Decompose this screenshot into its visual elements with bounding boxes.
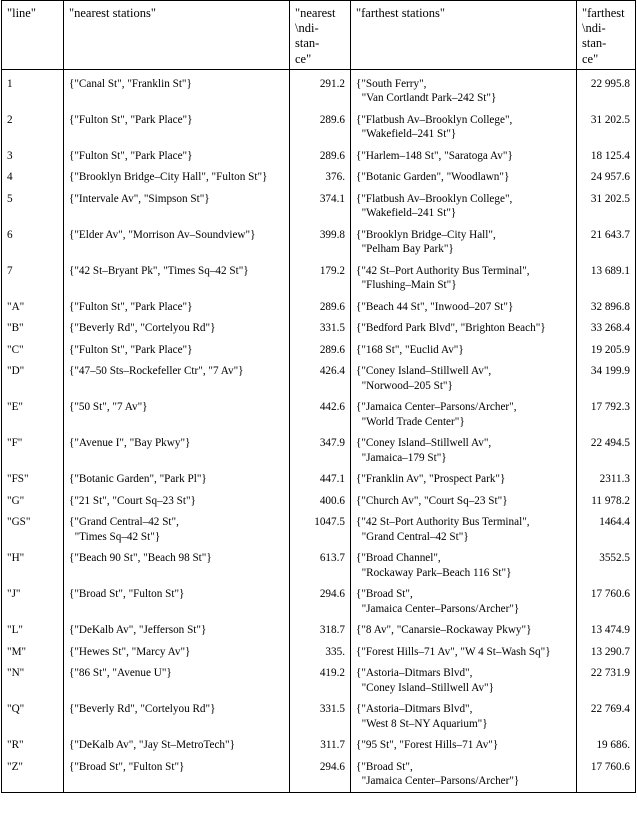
cell-line: "GS" xyxy=(2,511,64,547)
cell-line: "J" xyxy=(2,583,64,619)
table-row xyxy=(2,296,636,318)
header-row xyxy=(2,1,636,70)
cell-nearest-stations: {"Broad St", "Fulton St"} xyxy=(64,583,290,619)
cell-farthest-distance: 19 686. xyxy=(577,734,636,756)
table-row xyxy=(2,756,636,793)
cell-nearest-distance: 376. xyxy=(290,166,351,188)
cell-nearest-distance: 399.8 xyxy=(290,224,351,260)
cell-nearest-distance: 289.6 xyxy=(290,145,351,167)
cell-farthest-stations: {"Flatbush Av–Brooklyn College", "Wakefield–241 St"} xyxy=(351,109,577,145)
header-nearest-stations: "nearest stations" xyxy=(64,1,290,70)
cell-line: 4 xyxy=(2,166,64,188)
cell-farthest-distance: 19 205.9 xyxy=(577,339,636,361)
cell-farthest-stations: {"8 Av", "Canarsie–Rockaway Pkwy"} xyxy=(351,619,577,641)
cell-nearest-stations: {"Intervale Av", "Simpson St"} xyxy=(64,188,290,224)
cell-nearest-distance: 289.6 xyxy=(290,296,351,318)
cell-line: "E" xyxy=(2,396,64,432)
cell-farthest-distance: 17 760.6 xyxy=(577,583,636,619)
cell-nearest-stations: {"Botanic Garden", "Park Pl"} xyxy=(64,468,290,490)
header-line: "line" xyxy=(2,1,64,70)
cell-nearest-stations: {"Beach 90 St", "Beach 98 St"} xyxy=(64,547,290,583)
cell-nearest-distance: 294.6 xyxy=(290,583,351,619)
cell-nearest-stations: {"47–50 Sts–Rockefeller Ctr", "7 Av"} xyxy=(64,360,290,396)
cell-line: 1 xyxy=(2,69,64,109)
cell-farthest-stations: {"Forest Hills–71 Av", "W 4 St–Wash Sq"} xyxy=(351,641,577,663)
cell-nearest-distance: 347.9 xyxy=(290,432,351,468)
cell-farthest-stations: {"95 St", "Forest Hills–71 Av"} xyxy=(351,734,577,756)
cell-line: "C" xyxy=(2,339,64,361)
cell-farthest-stations: {"South Ferry", "Van Cortlandt Park–242 St"} xyxy=(351,69,577,109)
cell-nearest-stations: {"Fulton St", "Park Place"} xyxy=(64,296,290,318)
cell-nearest-stations: {"Beverly Rd", "Cortelyou Rd"} xyxy=(64,317,290,339)
cell-farthest-distance: 17 792.3 xyxy=(577,396,636,432)
cell-farthest-distance: 13 290.7 xyxy=(577,641,636,663)
cell-farthest-stations: {"Broad Channel", "Rockaway Park–Beach 116 St"} xyxy=(351,547,577,583)
table-row xyxy=(2,583,636,619)
cell-farthest-stations: {"Coney Island–Stillwell Av", "Norwood–205 St"} xyxy=(351,360,577,396)
header-farthest-distance: "farthest \ndi- stan- ce" xyxy=(577,1,636,70)
cell-farthest-stations: {"Brooklyn Bridge–City Hall", "Pelham Bay Park"} xyxy=(351,224,577,260)
cell-nearest-stations: {"Canal St", "Franklin St"} xyxy=(64,69,290,109)
stations-table xyxy=(1,0,636,793)
cell-nearest-stations: {"Fulton St", "Park Place"} xyxy=(64,145,290,167)
cell-nearest-distance: 179.2 xyxy=(290,260,351,296)
cell-nearest-stations: {"DeKalb Av", "Jefferson St"} xyxy=(64,619,290,641)
cell-farthest-distance: 13 689.1 xyxy=(577,260,636,296)
cell-nearest-distance: 419.2 xyxy=(290,662,351,698)
cell-nearest-distance: 400.6 xyxy=(290,490,351,512)
cell-line: 7 xyxy=(2,260,64,296)
cell-nearest-stations: {"Hewes St", "Marcy Av"} xyxy=(64,641,290,663)
cell-line: "R" xyxy=(2,734,64,756)
table-row xyxy=(2,641,636,663)
cell-farthest-stations: {"168 St", "Euclid Av"} xyxy=(351,339,577,361)
cell-line: 6 xyxy=(2,224,64,260)
cell-nearest-distance: 318.7 xyxy=(290,619,351,641)
table-row xyxy=(2,166,636,188)
cell-farthest-stations: {"Franklin Av", "Prospect Park"} xyxy=(351,468,577,490)
cell-line: "F" xyxy=(2,432,64,468)
cell-line: "L" xyxy=(2,619,64,641)
cell-farthest-distance: 18 125.4 xyxy=(577,145,636,167)
cell-nearest-distance: 331.5 xyxy=(290,317,351,339)
cell-nearest-stations: {"21 St", "Court Sq–23 St"} xyxy=(64,490,290,512)
cell-farthest-distance: 2311.3 xyxy=(577,468,636,490)
cell-farthest-stations: {"Church Av", "Court Sq–23 St"} xyxy=(351,490,577,512)
cell-nearest-distance: 447.1 xyxy=(290,468,351,490)
cell-farthest-stations: {"Bedford Park Blvd", "Brighton Beach"} xyxy=(351,317,577,339)
cell-nearest-distance: 311.7 xyxy=(290,734,351,756)
cell-nearest-stations: {"Avenue I", "Bay Pkwy"} xyxy=(64,432,290,468)
cell-farthest-stations: {"Flatbush Av–Brooklyn College", "Wakefield–241 St"} xyxy=(351,188,577,224)
cell-nearest-stations: {"42 St–Bryant Pk", "Times Sq–42 St"} xyxy=(64,260,290,296)
cell-line: "A" xyxy=(2,296,64,318)
cell-farthest-distance: 33 268.4 xyxy=(577,317,636,339)
cell-farthest-distance: 34 199.9 xyxy=(577,360,636,396)
cell-line: "H" xyxy=(2,547,64,583)
cell-farthest-distance: 22 494.5 xyxy=(577,432,636,468)
cell-nearest-stations: {"86 St", "Avenue U"} xyxy=(64,662,290,698)
cell-nearest-distance: 294.6 xyxy=(290,756,351,793)
table-row xyxy=(2,260,636,296)
cell-nearest-stations: {"Brooklyn Bridge–City Hall", "Fulton St"} xyxy=(64,166,290,188)
table-row xyxy=(2,396,636,432)
cell-nearest-stations: {"Fulton St", "Park Place"} xyxy=(64,339,290,361)
cell-farthest-stations: {"Broad St", "Jamaica Center–Parsons/Archer"} xyxy=(351,583,577,619)
cell-nearest-distance: 1047.5 xyxy=(290,511,351,547)
table-row xyxy=(2,69,636,109)
cell-farthest-stations: {"42 St–Port Authority Bus Terminal", "Grand Central–42 St"} xyxy=(351,511,577,547)
table-row xyxy=(2,662,636,698)
cell-farthest-stations: {"Coney Island–Stillwell Av", "Jamaica–179 St"} xyxy=(351,432,577,468)
cell-nearest-stations: {"Grand Central–42 St", "Times Sq–42 St"} xyxy=(64,511,290,547)
cell-farthest-stations: {"Botanic Garden", "Woodlawn"} xyxy=(351,166,577,188)
table-row xyxy=(2,734,636,756)
table-row xyxy=(2,547,636,583)
header-farthest-stations: "farthest stations" xyxy=(351,1,577,70)
cell-nearest-stations: {"50 St", "7 Av"} xyxy=(64,396,290,432)
cell-line: 3 xyxy=(2,145,64,167)
cell-nearest-distance: 426.4 xyxy=(290,360,351,396)
cell-farthest-distance: 11 978.2 xyxy=(577,490,636,512)
table-row xyxy=(2,188,636,224)
table-row xyxy=(2,432,636,468)
table-row xyxy=(2,490,636,512)
cell-line: "Z" xyxy=(2,756,64,793)
cell-farthest-distance: 32 896.8 xyxy=(577,296,636,318)
cell-nearest-distance: 289.6 xyxy=(290,339,351,361)
cell-line: "FS" xyxy=(2,468,64,490)
cell-nearest-distance: 374.1 xyxy=(290,188,351,224)
cell-farthest-stations: {"Harlem–148 St", "Saratoga Av"} xyxy=(351,145,577,167)
header-nearest-distance: "nearest \ndi- stan- ce" xyxy=(290,1,351,70)
table-row xyxy=(2,698,636,734)
cell-nearest-distance: 291.2 xyxy=(290,69,351,109)
cell-farthest-distance: 21 643.7 xyxy=(577,224,636,260)
cell-nearest-distance: 613.7 xyxy=(290,547,351,583)
cell-farthest-distance: 22 769.4 xyxy=(577,698,636,734)
table-row xyxy=(2,224,636,260)
cell-line: "B" xyxy=(2,317,64,339)
cell-farthest-distance: 22 995.8 xyxy=(577,69,636,109)
cell-line: "D" xyxy=(2,360,64,396)
table-row xyxy=(2,145,636,167)
cell-nearest-stations: {"Elder Av", "Morrison Av–Soundview"} xyxy=(64,224,290,260)
cell-nearest-distance: 442.6 xyxy=(290,396,351,432)
cell-farthest-stations: {"42 St–Port Authority Bus Terminal", "Flushing–Main St"} xyxy=(351,260,577,296)
table-row xyxy=(2,109,636,145)
cell-nearest-distance: 335. xyxy=(290,641,351,663)
cell-line: "N" xyxy=(2,662,64,698)
cell-farthest-distance: 17 760.6 xyxy=(577,756,636,793)
table-row xyxy=(2,468,636,490)
table-row xyxy=(2,619,636,641)
table-body xyxy=(2,69,636,792)
cell-line: "M" xyxy=(2,641,64,663)
cell-nearest-distance: 331.5 xyxy=(290,698,351,734)
cell-line: 2 xyxy=(2,109,64,145)
cell-farthest-distance: 3552.5 xyxy=(577,547,636,583)
cell-farthest-stations: {"Jamaica Center–Parsons/Archer", "World Trade Center"} xyxy=(351,396,577,432)
cell-farthest-distance: 22 731.9 xyxy=(577,662,636,698)
cell-farthest-stations: {"Astoria–Ditmars Blvd", "Coney Island–Stillwell Av"} xyxy=(351,662,577,698)
cell-farthest-distance: 31 202.5 xyxy=(577,109,636,145)
cell-nearest-stations: {"Beverly Rd", "Cortelyou Rd"} xyxy=(64,698,290,734)
cell-farthest-stations: {"Beach 44 St", "Inwood–207 St"} xyxy=(351,296,577,318)
cell-line: 5 xyxy=(2,188,64,224)
cell-nearest-stations: {"Fulton St", "Park Place"} xyxy=(64,109,290,145)
cell-nearest-distance: 289.6 xyxy=(290,109,351,145)
cell-farthest-distance: 13 474.9 xyxy=(577,619,636,641)
cell-nearest-stations: {"DeKalb Av", "Jay St–MetroTech"} xyxy=(64,734,290,756)
table-row xyxy=(2,511,636,547)
cell-farthest-stations: {"Astoria–Ditmars Blvd", "West 8 St–NY Aquarium"} xyxy=(351,698,577,734)
table-row xyxy=(2,360,636,396)
cell-line: "Q" xyxy=(2,698,64,734)
table-row xyxy=(2,339,636,361)
cell-farthest-distance: 31 202.5 xyxy=(577,188,636,224)
cell-line: "G" xyxy=(2,490,64,512)
cell-farthest-distance: 1464.4 xyxy=(577,511,636,547)
cell-farthest-distance: 24 957.6 xyxy=(577,166,636,188)
table-row xyxy=(2,317,636,339)
cell-farthest-stations: {"Broad St", "Jamaica Center–Parsons/Archer"} xyxy=(351,756,577,793)
cell-nearest-stations: {"Broad St", "Fulton St"} xyxy=(64,756,290,793)
